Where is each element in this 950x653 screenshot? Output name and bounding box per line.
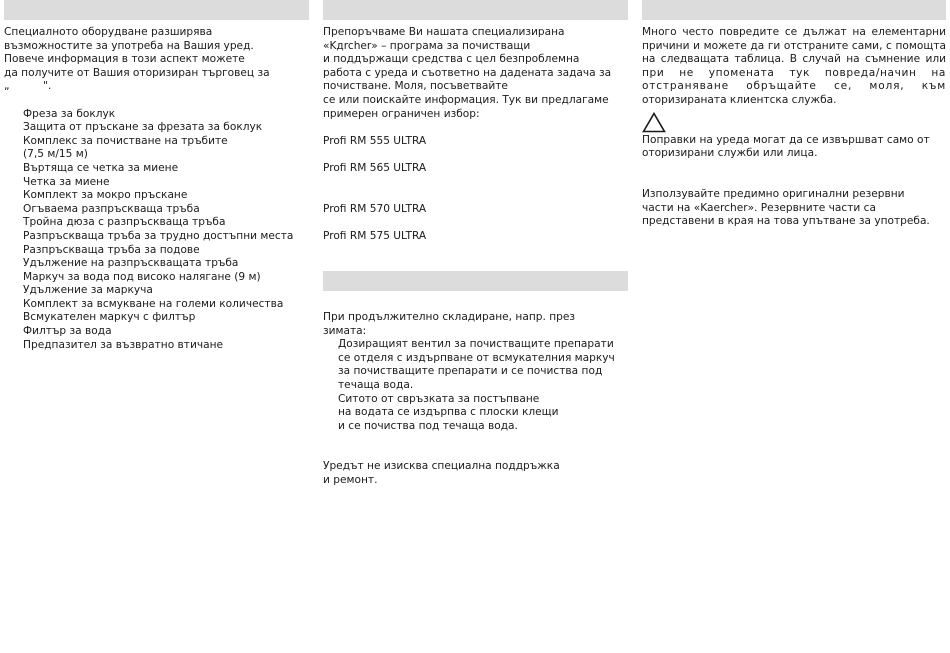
text-line: се или поискайте информация. Тук ви предлагаме (323, 93, 609, 106)
text-line: причини и можете да ги отстраните сами, с помощта (642, 39, 946, 52)
list-item: Всмукателен маркуч с филтър (23, 311, 196, 324)
spare-parts-text (642, 188, 946, 229)
text-line: при не упомената тук повреда/начин на (642, 66, 946, 79)
product-item: Profi RM 570 ULTRA (323, 202, 427, 215)
text-line: Повече информация в този аспект можете (4, 53, 245, 66)
text-line: „ ". (4, 80, 52, 93)
list-item: Комплекс за почистване на тръбите (23, 134, 228, 147)
list-item: Комплект за всмукване на големи количества (23, 297, 284, 310)
product-item: Profi RM 575 ULTRA (323, 229, 427, 242)
column-accessories (4, 0, 309, 352)
list-item: Удължение на разпръскващата тръба (23, 257, 239, 270)
text-line: Много често повредите се дължат на елементарни (642, 26, 946, 38)
text-line: възможностите за употреба на Вашия уред. (4, 39, 254, 52)
storage-section (323, 311, 628, 433)
text-line: почистване. Моля, посъветвайте (323, 80, 508, 93)
text-line: работа с уреда и съответно на дадената задача за (323, 66, 612, 79)
list-item: Фреза за боклук (23, 107, 116, 120)
list-item: Разпръскваща тръба за трудно достъпни места (23, 229, 294, 242)
list-item: Филтър за вода (23, 325, 112, 338)
text-line: «Kдrcher» – програма за почистващи (323, 39, 531, 52)
text-line: на следващата таблица. В случай на съмнение или (642, 53, 946, 66)
troubleshooting-intro (642, 26, 946, 108)
text-line: и ремонт. (323, 473, 378, 486)
text-line: Специалното оборудване разширява (4, 26, 213, 38)
step-line: за почистващите препарати и се почиства под (338, 365, 603, 378)
text-line: Поправки на уреда могат да се извършват само от (642, 133, 930, 146)
product-item: Profi RM 555 ULTRA (323, 134, 427, 147)
warning-icon (642, 112, 946, 134)
text-line: отстраняване обръщайте се, моля, към (642, 80, 946, 93)
warning-text (642, 134, 946, 161)
cleaning-agents-intro (323, 26, 628, 121)
text-line: Препоръчваме Ви нашата специализирана (323, 26, 565, 38)
text-line: и поддържащи средства с цел безпроблемна (323, 53, 580, 66)
column-cleaning-agents (323, 0, 628, 244)
product-item: Profi RM 565 ULTRA (323, 161, 427, 174)
list-item: Удължение за маркуча (23, 284, 153, 297)
section-header-troubleshooting (642, 0, 946, 20)
text-line: При продължително складиране, напр. през (323, 311, 576, 323)
text-line: оторизирани служби или лица. (642, 147, 818, 160)
text-line: представени в края на това упътване за употреба. (642, 215, 930, 228)
text-line: Уредът не изисква специална поддръжка (323, 460, 560, 472)
list-item: Комплект за мокро пръскане (23, 189, 188, 202)
list-item: Четка за миене (23, 175, 110, 188)
column-troubleshooting (642, 0, 946, 229)
list-item: Разпръскваща тръба за подове (23, 243, 200, 256)
text-line: оторизираната клиентска служба. (642, 93, 837, 106)
maintenance-section (323, 460, 628, 487)
step-line: Дозиращият вентил за почистващите препарати (338, 338, 614, 351)
list-item: Въртяща се четка за миене (23, 161, 179, 174)
accessories-intro (4, 26, 309, 94)
step-line: Ситото от свръзката за постъпване (338, 392, 540, 405)
step-line: и се почиства под течаща вода. (338, 419, 518, 432)
text-line: примерен ограничен избор: (323, 107, 480, 120)
text-line: зимата: (323, 324, 367, 337)
step-line: на водата се издърпва с плоски клещи (338, 406, 559, 419)
list-item: Огъваема разпръскваща тръба (23, 202, 200, 215)
list-item: Маркуч за вода под високо налягане (9 м) (23, 270, 261, 283)
section-header-accessories (4, 0, 309, 20)
product-list (323, 135, 628, 244)
step-line: течаща вода. (338, 378, 414, 391)
text-line: да получите от Вашия оторизиран търговец за (4, 66, 270, 79)
accessories-list (4, 108, 309, 353)
text-line: части на «Kaercher». Резервните части са (642, 201, 876, 214)
list-item: Предпазител за възвратно втичане (23, 338, 224, 351)
list-item: Защита от пръскане за фрезата за боклук (23, 121, 263, 134)
text-line: Използувайте предимно оригинални резервни (642, 187, 905, 200)
list-item: (7,5 м/15 м) (23, 148, 88, 161)
step-line: се отделя с издърпване от всмукателния маркуч (338, 351, 615, 364)
section-header-storage (323, 271, 628, 291)
list-item: Тройна дюза с разпръскваща тръба (23, 216, 226, 229)
section-header-cleaning-agents (323, 0, 628, 20)
